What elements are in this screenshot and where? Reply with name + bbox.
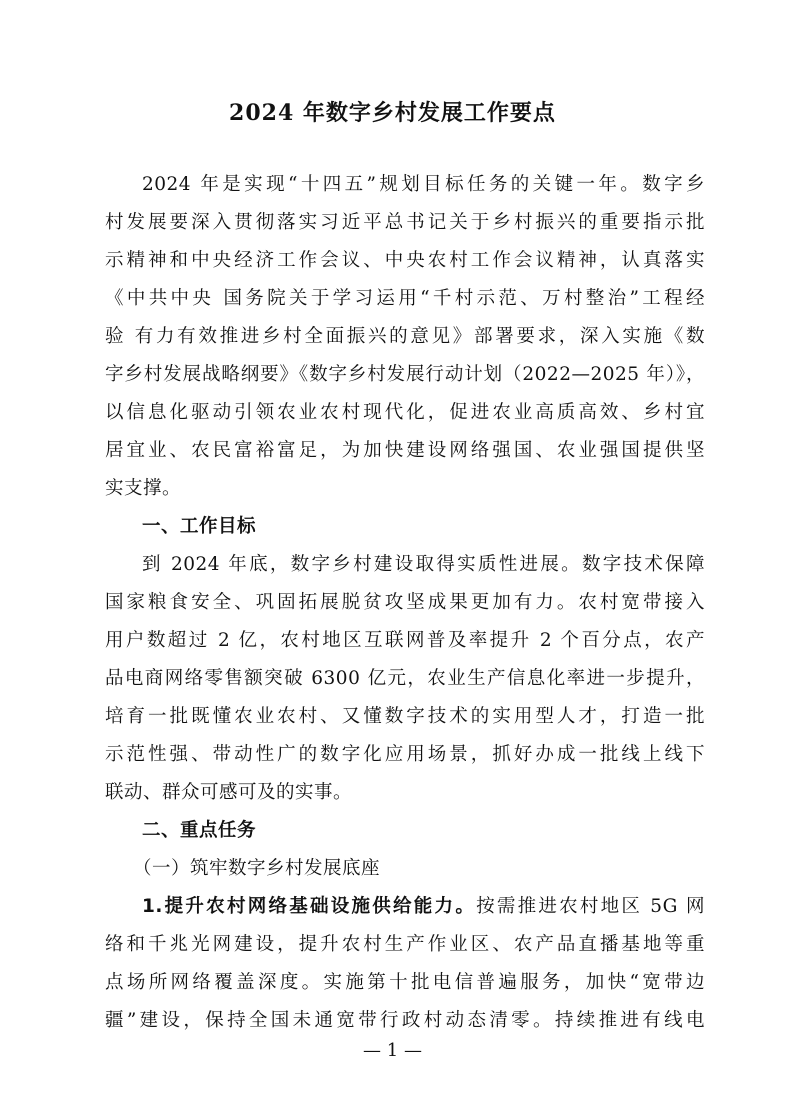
paragraph-line: 以信息化驱动引领农业农村现代化，促进农业高质高效、乡村宜	[105, 402, 705, 423]
paragraph-line: 示范性强、带动性广的数字化应用场景，抓好办成一批线上线下	[105, 744, 705, 765]
paragraph-line: 实支撑。	[105, 478, 182, 499]
subsection-heading: （一）筑牢数字乡村发展底座	[133, 858, 381, 879]
paragraph-line: 联动、群众可感可及的实事。	[105, 782, 353, 803]
paragraph-line: 示精神和中央经济工作会议、中央农村工作会议精神，认真落实	[105, 250, 705, 271]
document-title: 2024 年数字乡村发展工作要点	[229, 100, 556, 126]
paragraph-line: 点场所网络覆盖深度。实施第十批电信普遍服务，加快“宽带边	[105, 972, 705, 993]
section-heading-tasks: 二、重点任务	[142, 820, 257, 841]
paragraph-line: 村发展要深入贯彻落实习近平总书记关于乡村振兴的重要指示批	[105, 212, 705, 233]
paragraph-line: 培育一批既懂农业农村、又懂数字技术的实用型人才，打造一批	[105, 706, 705, 727]
paragraph-line: 品电商网络零售额突破 6300 亿元，农业生产信息化率进一步提升，	[105, 668, 705, 689]
item-line	[105, 888, 705, 926]
item-title: 1.提升农村网络基础设施供给能力。	[142, 896, 477, 917]
page-number: — 1 —	[363, 1040, 422, 1061]
paragraph-line: 字乡村发展战略纲要》《数字乡村发展行动计划（2022—2025 年）》，	[105, 364, 705, 385]
paragraph-line: 国家粮食安全、巩固拓展脱贫攻坚成果更加有力。农村宽带接入	[105, 592, 705, 613]
paragraph-line: 《中共中央 国务院关于学习运用“千村示范、万村整治”工程经	[105, 288, 705, 309]
item-text: 按需推进农村地区 5G 网	[476, 896, 705, 917]
section-heading-goals: 一、工作目标	[142, 516, 257, 537]
paragraph-line: 2024 年是实现“十四五”规划目标任务的关键一年。数字乡	[142, 174, 705, 195]
paragraph-line: 居宜业、农民富裕富足，为加快建设网络强国、农业强国提供坚	[105, 440, 705, 461]
paragraph-line: 验 有力有效推进乡村全面振兴的意见》部署要求，深入实施《数	[105, 326, 705, 347]
paragraph-line: 到 2024 年底，数字乡村建设取得实质性进展。数字技术保障	[142, 554, 705, 575]
paragraph-line: 用户数超过 2 亿，农村地区互联网普及率提升 2 个百分点，农产	[105, 630, 705, 651]
paragraph-line: 络和千兆光网建设，提升农村生产作业区、农产品直播基地等重	[105, 934, 705, 955]
paragraph-line: 疆”建设，保持全国未通宽带行政村动态清零。持续推进有线电	[105, 1010, 705, 1031]
